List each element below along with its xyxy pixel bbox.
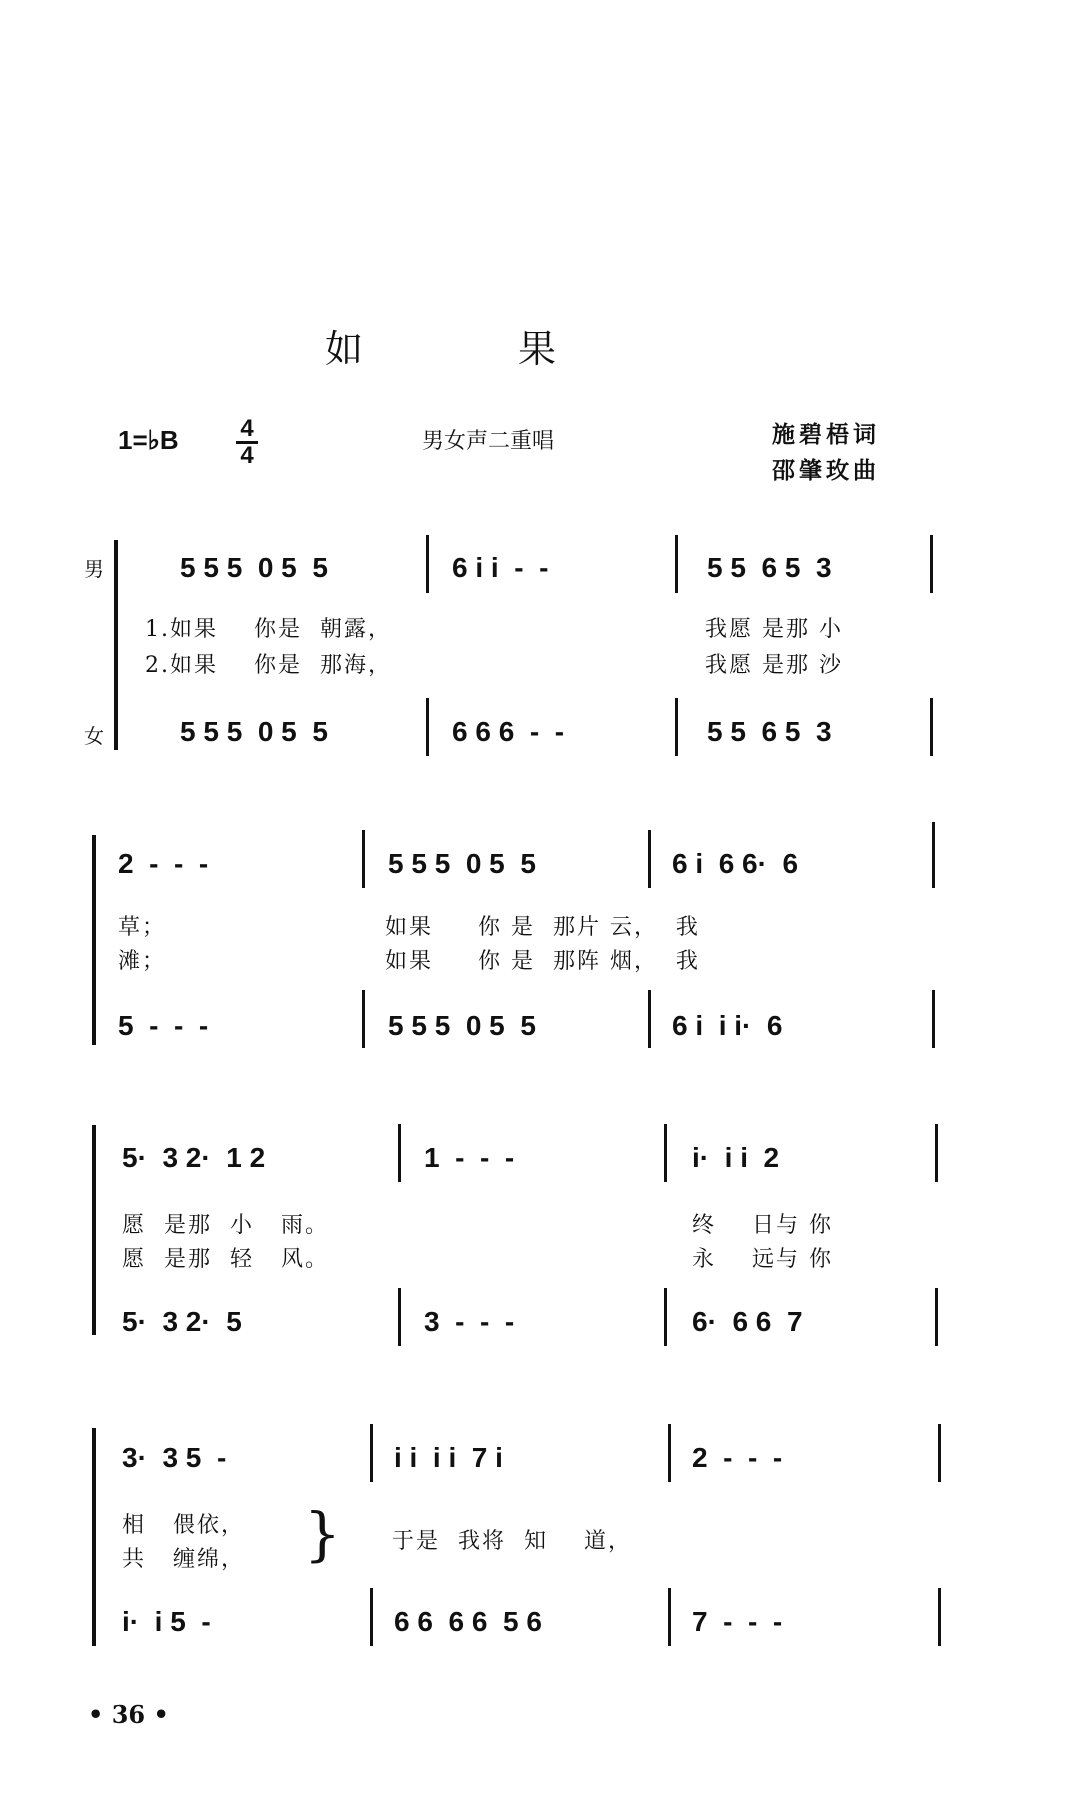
time-signature-bottom: 4	[240, 442, 254, 469]
barline	[370, 1588, 373, 1646]
system-1-female-measure-2: 6 6 6 - -	[452, 716, 565, 747]
system-1-male-measure-3: 5 5 6 5 3	[707, 552, 832, 583]
system-3-female-measure-2: 3 - - -	[424, 1306, 515, 1337]
system-2-male-measure-2: 5 5 5 0 5 5	[388, 848, 536, 879]
system-4-female-measure-3: 7 - - -	[692, 1606, 783, 1637]
system-3-female-measure-3: 6· 6 6 7	[692, 1306, 803, 1337]
voice-label-female: 女	[84, 724, 104, 748]
barline	[648, 830, 651, 888]
system-4-male-measure-3: 2 - - -	[692, 1442, 783, 1473]
page-number: • 36 •	[88, 1700, 169, 1729]
barline	[675, 535, 678, 593]
barline	[675, 698, 678, 756]
system-2-brace	[92, 835, 96, 1045]
barline	[648, 990, 651, 1048]
system-2-lyrics-2-a: 滩；	[118, 949, 167, 974]
barline	[932, 822, 935, 888]
barline	[370, 1424, 373, 1482]
barline	[668, 1424, 671, 1482]
voice-label-male: 男	[84, 557, 104, 581]
system-1-female-measure-3: 5 5 6 5 3	[707, 716, 832, 747]
system-2-female-measure-3: 6 i i i· 6	[672, 1010, 783, 1041]
system-1-female-measure-1: 5 5 5 0 5 5	[180, 716, 328, 747]
system-3-lyrics-1-a: 愿 是那 小 雨。	[122, 1213, 329, 1238]
system-3-brace	[92, 1125, 96, 1335]
system-4-female-measure-2: 6 6 6 6 5 6	[394, 1606, 542, 1637]
barline	[362, 830, 365, 888]
barline	[932, 990, 935, 1048]
system-3-male-measure-3: i· i i 2	[692, 1142, 780, 1173]
system-1-male-measure-2: 6 i i - -	[452, 552, 549, 583]
composer-credit: 邵肇玫曲	[772, 457, 880, 484]
time-signature-top: 4	[240, 415, 254, 442]
system-1-brace	[114, 540, 118, 750]
key-signature: 1=♭B	[118, 425, 179, 455]
barline	[426, 698, 429, 756]
system-4-brace	[92, 1428, 96, 1646]
system-3-male-measure-2: 1 - - -	[424, 1142, 515, 1173]
system-2-male-measure-1: 2 - - -	[118, 848, 209, 879]
time-signature	[236, 415, 258, 469]
system-3-lyrics-2-a: 愿 是那 轻 风。	[122, 1247, 329, 1272]
system-2-lyrics-1-b: 如果 你 是 那片 云， 我	[385, 915, 700, 940]
barline	[664, 1124, 667, 1182]
barline	[935, 1288, 938, 1346]
barline	[938, 1588, 941, 1646]
system-4-male-measure-2: i i i i 7 i	[394, 1442, 503, 1473]
system-3-lyrics-2-b: 永 远与 你	[692, 1247, 833, 1272]
system-1-male-measure-1: 5 5 5 0 5 5	[180, 552, 328, 583]
system-1-lyrics-1-a: 1.如果 你是 朝露，	[145, 617, 392, 642]
system-4-lyrics-2-a: 共 缠绵，	[122, 1547, 245, 1572]
barline	[930, 698, 933, 756]
barline	[398, 1288, 401, 1346]
system-1-lyrics-1-b: 我愿 是那 小	[705, 617, 843, 642]
title-char-1: 如	[325, 327, 364, 371]
system-1-lyrics-2-a: 2.如果 你是 那海，	[145, 653, 392, 678]
lyrics-brace: }	[304, 1500, 341, 1568]
barline	[668, 1588, 671, 1646]
lyricist-credit: 施碧梧词	[772, 421, 880, 448]
system-4-male-measure-1: 3· 3 5 -	[122, 1442, 227, 1473]
system-4-lyrics-1-a: 相 偎依，	[122, 1513, 245, 1538]
barline	[930, 535, 933, 593]
system-2-female-measure-2: 5 5 5 0 5 5	[388, 1010, 536, 1041]
system-3-male-measure-1: 5· 3 2· 1 2	[122, 1142, 266, 1173]
barline	[935, 1124, 938, 1182]
system-2-lyrics-1-a: 草；	[118, 915, 167, 940]
barline	[398, 1124, 401, 1182]
system-4-lyrics-1-b: 于是 我将 知 道，	[392, 1529, 632, 1554]
title-char-2: 果	[518, 327, 557, 371]
system-1-lyrics-2-b: 我愿 是那 沙	[705, 653, 843, 678]
barline	[362, 990, 365, 1048]
system-2-male-measure-3: 6 i 6 6· 6	[672, 848, 799, 879]
system-3-lyrics-1-b: 终 日与 你	[692, 1213, 833, 1238]
barline	[426, 535, 429, 593]
barline	[664, 1288, 667, 1346]
system-3-female-measure-1: 5· 3 2· 5	[122, 1306, 242, 1337]
subtitle: 男女声二重唱	[422, 429, 555, 454]
system-2-lyrics-2-b: 如果 你 是 那阵 烟， 我	[385, 949, 700, 974]
system-2-female-measure-1: 5 - - -	[118, 1010, 209, 1041]
system-4-female-measure-1: i· i 5 -	[122, 1606, 211, 1637]
barline	[938, 1424, 941, 1482]
